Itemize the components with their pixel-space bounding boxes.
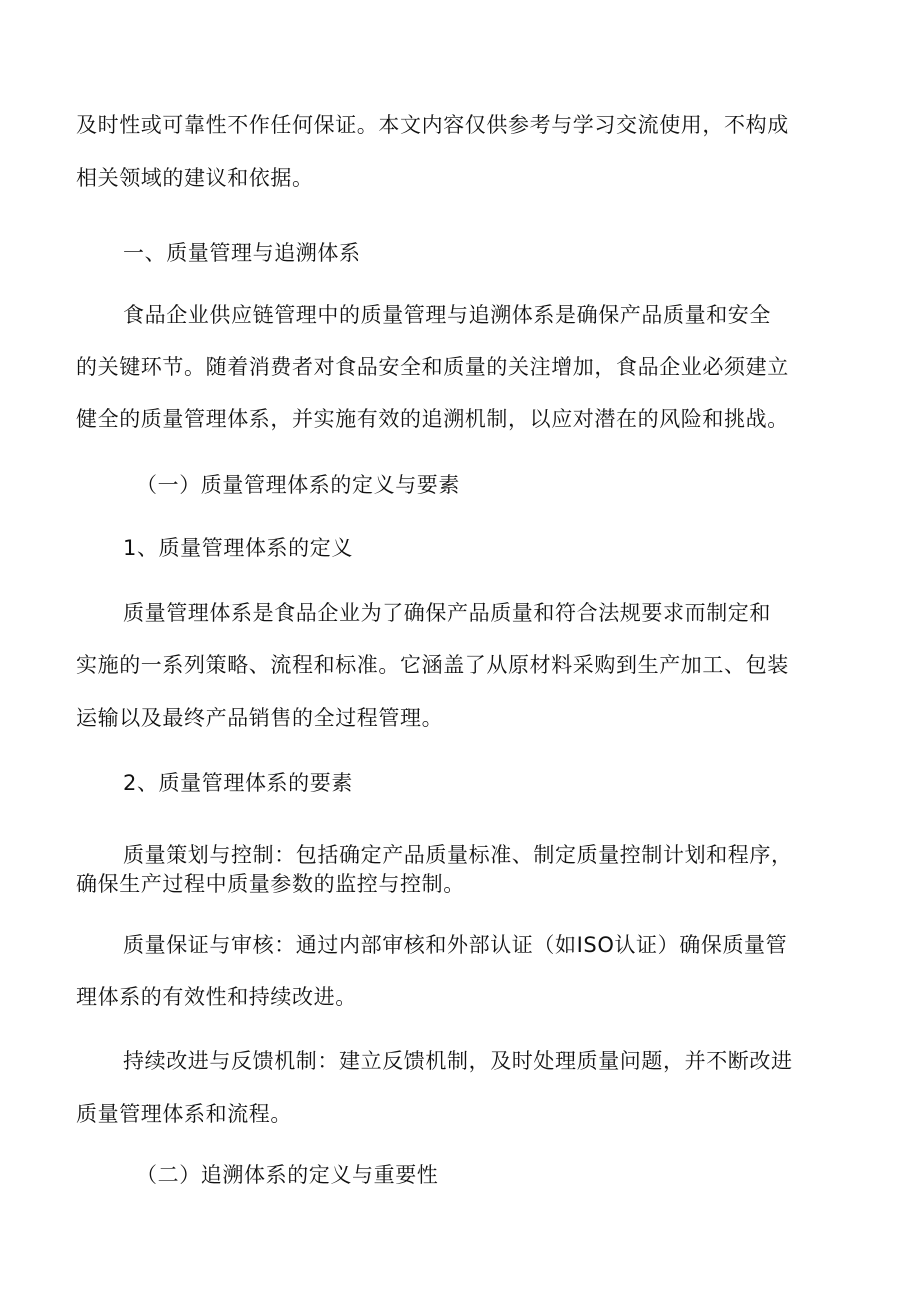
paragraph-line: 确保生产过程中质量参数的监控与控制。 bbox=[76, 872, 465, 896]
paragraph-line: 理体系的有效性和持续改进。 bbox=[76, 985, 357, 1009]
paragraph-line: 持续改进与反馈机制：建立反馈机制，及时处理质量问题，并不断改进 bbox=[123, 1049, 793, 1073]
paragraph-line: 质量管理体系是食品企业为了确保产品质量和符合法规要求而制定和 bbox=[123, 601, 771, 625]
section-heading-1: 一、质量管理与追溯体系 bbox=[123, 241, 361, 265]
paragraph-line: 健全的质量管理体系，并实施有效的追溯机制，以应对潜在的风险和挑战。 bbox=[76, 407, 789, 431]
paragraph-line: 的关键环节。随着消费者对食品安全和质量的关注增加，食品企业必须建立 bbox=[76, 355, 789, 379]
paragraph-line: 质量保证与审核：通过内部审核和外部认证（如ISO认证）确保质量管 bbox=[123, 933, 788, 957]
subsection-heading-2: （二）追溯体系的定义与重要性 bbox=[136, 1163, 439, 1187]
paragraph-line: 质量管理体系和流程。 bbox=[76, 1102, 292, 1126]
text-line-continuation: 相关领域的建议和依据。 bbox=[76, 166, 314, 190]
item-heading-2: 2、质量管理体系的要素 bbox=[123, 771, 353, 795]
subsection-heading-1: （一）质量管理体系的定义与要素 bbox=[136, 473, 460, 497]
paragraph-line: 实施的一系列策略、流程和标准。它涵盖了从原材料采购到生产加工、包装 bbox=[76, 653, 789, 677]
paragraph-line: 质量策划与控制：包括确定产品质量标准、制定质量控制计划和程序， bbox=[123, 843, 793, 867]
item-heading-1: 1、质量管理体系的定义 bbox=[123, 536, 353, 560]
paragraph-line: 食品企业供应链管理中的质量管理与追溯体系是确保产品质量和安全 bbox=[123, 303, 771, 327]
text-line-continuation: 及时性或可靠性不作任何保证。本文内容仅供参考与学习交流使用，不构成 bbox=[76, 113, 789, 137]
paragraph-line: 运输以及最终产品销售的全过程管理。 bbox=[76, 706, 444, 730]
